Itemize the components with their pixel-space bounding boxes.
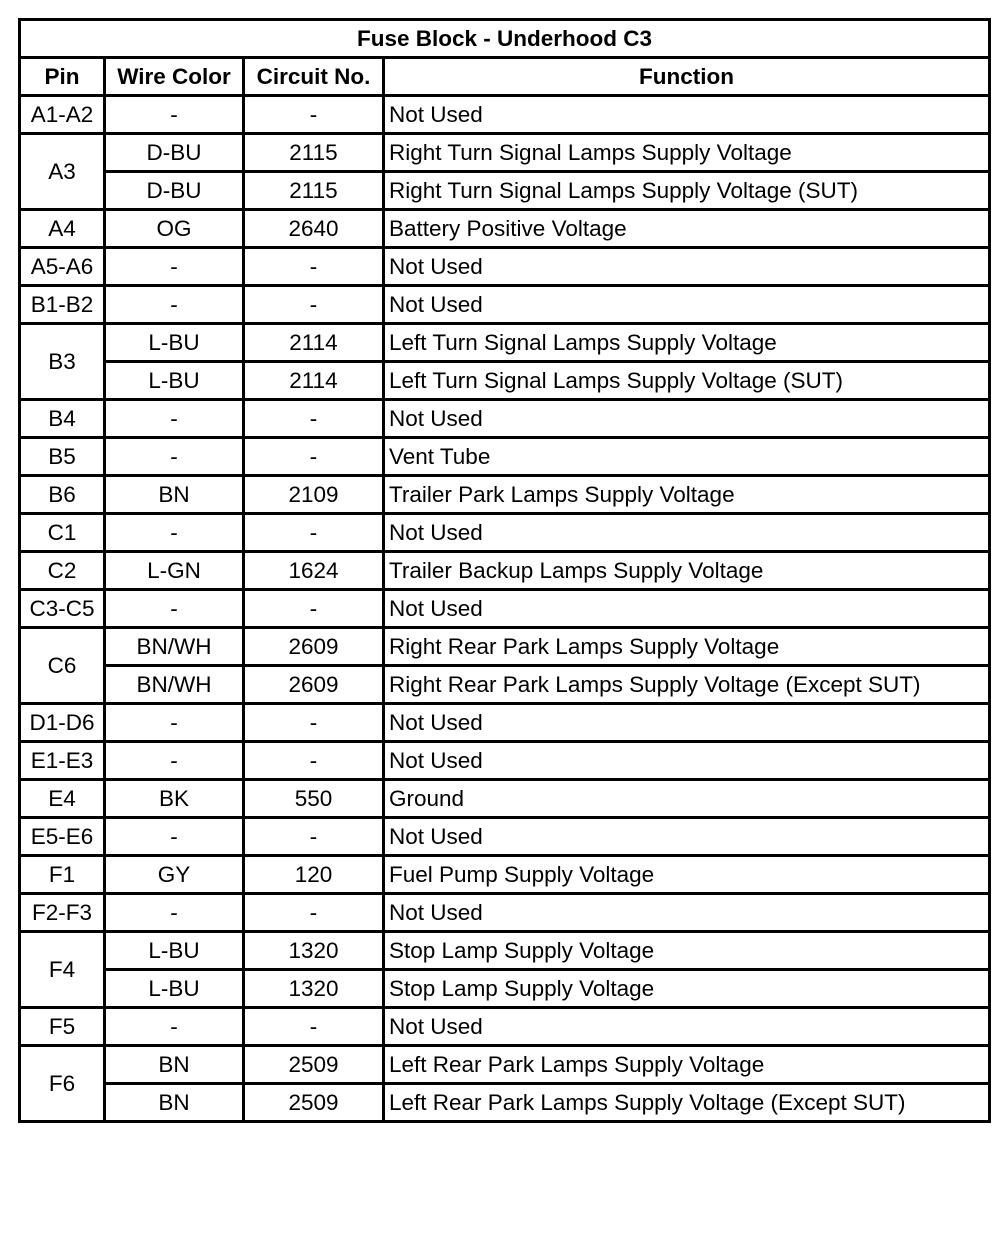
table-row bbox=[20, 628, 990, 666]
pin-cell: A5-A6 bbox=[20, 248, 105, 286]
circuit-no-cell: 2609 bbox=[244, 628, 384, 666]
circuit-no-cell: - bbox=[244, 818, 384, 856]
pin-cell: E4 bbox=[20, 780, 105, 818]
table-row bbox=[20, 666, 990, 704]
function-cell: Left Turn Signal Lamps Supply Voltage bbox=[384, 324, 990, 362]
wire-color-cell: - bbox=[105, 514, 244, 552]
wire-color-cell: D-BU bbox=[105, 172, 244, 210]
circuit-no-cell: - bbox=[244, 1008, 384, 1046]
function-cell: Right Turn Signal Lamps Supply Voltage (SUT) bbox=[384, 172, 990, 210]
circuit-no-cell: 2640 bbox=[244, 210, 384, 248]
pin-cell: B4 bbox=[20, 400, 105, 438]
circuit-no-cell: 2115 bbox=[244, 134, 384, 172]
wire-color-cell: BK bbox=[105, 780, 244, 818]
wire-color-cell: BN bbox=[105, 1084, 244, 1122]
wire-color-cell: L-BU bbox=[105, 970, 244, 1008]
table-row bbox=[20, 172, 990, 210]
wire-color-cell: - bbox=[105, 704, 244, 742]
function-cell: Stop Lamp Supply Voltage bbox=[384, 970, 990, 1008]
function-cell: Not Used bbox=[384, 400, 990, 438]
circuit-no-cell: - bbox=[244, 514, 384, 552]
table-row bbox=[20, 1046, 990, 1084]
pin-cell: A3 bbox=[20, 134, 105, 210]
wire-color-cell: L-GN bbox=[105, 552, 244, 590]
function-cell: Not Used bbox=[384, 286, 990, 324]
function-cell: Trailer Park Lamps Supply Voltage bbox=[384, 476, 990, 514]
circuit-no-cell: 2109 bbox=[244, 476, 384, 514]
wire-color-cell: L-BU bbox=[105, 324, 244, 362]
table-row bbox=[20, 894, 990, 932]
circuit-no-cell: 2609 bbox=[244, 666, 384, 704]
wire-color-cell: L-BU bbox=[105, 362, 244, 400]
wire-color-cell: BN bbox=[105, 1046, 244, 1084]
circuit-no-cell: - bbox=[244, 96, 384, 134]
function-cell: Vent Tube bbox=[384, 438, 990, 476]
function-cell: Trailer Backup Lamps Supply Voltage bbox=[384, 552, 990, 590]
pin-cell: A1-A2 bbox=[20, 96, 105, 134]
table-row bbox=[20, 514, 990, 552]
circuit-no-cell: 2114 bbox=[244, 362, 384, 400]
circuit-no-cell: 550 bbox=[244, 780, 384, 818]
function-cell: Left Rear Park Lamps Supply Voltage (Except SUT) bbox=[384, 1084, 990, 1122]
table-row bbox=[20, 400, 990, 438]
function-cell: Not Used bbox=[384, 894, 990, 932]
circuit-no-cell: - bbox=[244, 400, 384, 438]
pin-cell: D1-D6 bbox=[20, 704, 105, 742]
table-row bbox=[20, 742, 990, 780]
wire-color-cell: D-BU bbox=[105, 134, 244, 172]
table-row bbox=[20, 476, 990, 514]
header-row bbox=[20, 58, 990, 96]
function-cell: Not Used bbox=[384, 1008, 990, 1046]
pin-cell: F4 bbox=[20, 932, 105, 1008]
circuit-no-cell: - bbox=[244, 438, 384, 476]
table-row bbox=[20, 780, 990, 818]
function-cell: Not Used bbox=[384, 248, 990, 286]
pin-cell: E1-E3 bbox=[20, 742, 105, 780]
circuit-no-cell: 120 bbox=[244, 856, 384, 894]
circuit-no-cell: - bbox=[244, 286, 384, 324]
pin-cell: F5 bbox=[20, 1008, 105, 1046]
table-row bbox=[20, 970, 990, 1008]
circuit-no-cell: 2114 bbox=[244, 324, 384, 362]
function-cell: Battery Positive Voltage bbox=[384, 210, 990, 248]
circuit-no-cell: - bbox=[244, 590, 384, 628]
pin-cell: B3 bbox=[20, 324, 105, 400]
table-row bbox=[20, 590, 990, 628]
wire-color-cell: GY bbox=[105, 856, 244, 894]
table-row bbox=[20, 1084, 990, 1122]
circuit-no-cell: 1320 bbox=[244, 970, 384, 1008]
function-cell: Fuel Pump Supply Voltage bbox=[384, 856, 990, 894]
wire-color-header: Wire Color bbox=[105, 58, 244, 96]
pin-cell: F6 bbox=[20, 1046, 105, 1122]
function-cell: Left Turn Signal Lamps Supply Voltage (SUT) bbox=[384, 362, 990, 400]
function-cell: Left Rear Park Lamps Supply Voltage bbox=[384, 1046, 990, 1084]
circuit-no-cell: - bbox=[244, 704, 384, 742]
table-row bbox=[20, 856, 990, 894]
table-row bbox=[20, 438, 990, 476]
circuit-no-cell: 1624 bbox=[244, 552, 384, 590]
circuit-no-cell: 2115 bbox=[244, 172, 384, 210]
wire-color-cell: BN/WH bbox=[105, 628, 244, 666]
wire-color-cell: - bbox=[105, 438, 244, 476]
function-header: Function bbox=[384, 58, 990, 96]
function-cell: Right Turn Signal Lamps Supply Voltage bbox=[384, 134, 990, 172]
table-row bbox=[20, 210, 990, 248]
table-row bbox=[20, 248, 990, 286]
wire-color-cell: - bbox=[105, 742, 244, 780]
table-row bbox=[20, 552, 990, 590]
function-cell: Stop Lamp Supply Voltage bbox=[384, 932, 990, 970]
pin-cell: F1 bbox=[20, 856, 105, 894]
pin-cell: C1 bbox=[20, 514, 105, 552]
circuit-no-cell: 1320 bbox=[244, 932, 384, 970]
function-cell: Not Used bbox=[384, 818, 990, 856]
circuit-no-cell: - bbox=[244, 894, 384, 932]
pin-cell: E5-E6 bbox=[20, 818, 105, 856]
pin-cell: C3-C5 bbox=[20, 590, 105, 628]
wire-color-cell: - bbox=[105, 1008, 244, 1046]
function-cell: Not Used bbox=[384, 742, 990, 780]
pin-cell: B6 bbox=[20, 476, 105, 514]
wire-color-cell: - bbox=[105, 96, 244, 134]
table-row bbox=[20, 96, 990, 134]
function-cell: Not Used bbox=[384, 514, 990, 552]
pin-cell: F2-F3 bbox=[20, 894, 105, 932]
function-cell: Not Used bbox=[384, 704, 990, 742]
table-row bbox=[20, 1008, 990, 1046]
function-cell: Right Rear Park Lamps Supply Voltage bbox=[384, 628, 990, 666]
wire-color-cell: - bbox=[105, 818, 244, 856]
pin-cell: B1-B2 bbox=[20, 286, 105, 324]
function-cell: Not Used bbox=[384, 590, 990, 628]
circuit-no-cell: - bbox=[244, 248, 384, 286]
function-cell: Not Used bbox=[384, 96, 990, 134]
title-row bbox=[20, 20, 990, 58]
pin-cell: A4 bbox=[20, 210, 105, 248]
circuit-no-cell: 2509 bbox=[244, 1046, 384, 1084]
circuit-no-header: Circuit No. bbox=[244, 58, 384, 96]
table-row bbox=[20, 362, 990, 400]
table-row bbox=[20, 818, 990, 856]
wire-color-cell: BN/WH bbox=[105, 666, 244, 704]
table-row bbox=[20, 932, 990, 970]
pin-cell: B5 bbox=[20, 438, 105, 476]
circuit-no-cell: - bbox=[244, 742, 384, 780]
pin-header: Pin bbox=[20, 58, 105, 96]
table-row bbox=[20, 134, 990, 172]
function-cell: Ground bbox=[384, 780, 990, 818]
table-row bbox=[20, 324, 990, 362]
table-row bbox=[20, 286, 990, 324]
table-body bbox=[20, 96, 990, 1122]
circuit-no-cell: 2509 bbox=[244, 1084, 384, 1122]
wire-color-cell: BN bbox=[105, 476, 244, 514]
table-row bbox=[20, 704, 990, 742]
wire-color-cell: - bbox=[105, 286, 244, 324]
wire-color-cell: - bbox=[105, 248, 244, 286]
wire-color-cell: - bbox=[105, 400, 244, 438]
fuse-block-table bbox=[18, 18, 991, 1123]
wire-color-cell: - bbox=[105, 590, 244, 628]
function-cell: Right Rear Park Lamps Supply Voltage (Except SUT) bbox=[384, 666, 990, 704]
pin-cell: C2 bbox=[20, 552, 105, 590]
pin-cell: C6 bbox=[20, 628, 105, 704]
table-title: Fuse Block - Underhood C3 bbox=[20, 20, 990, 58]
wire-color-cell: L-BU bbox=[105, 932, 244, 970]
wire-color-cell: OG bbox=[105, 210, 244, 248]
wire-color-cell: - bbox=[105, 894, 244, 932]
